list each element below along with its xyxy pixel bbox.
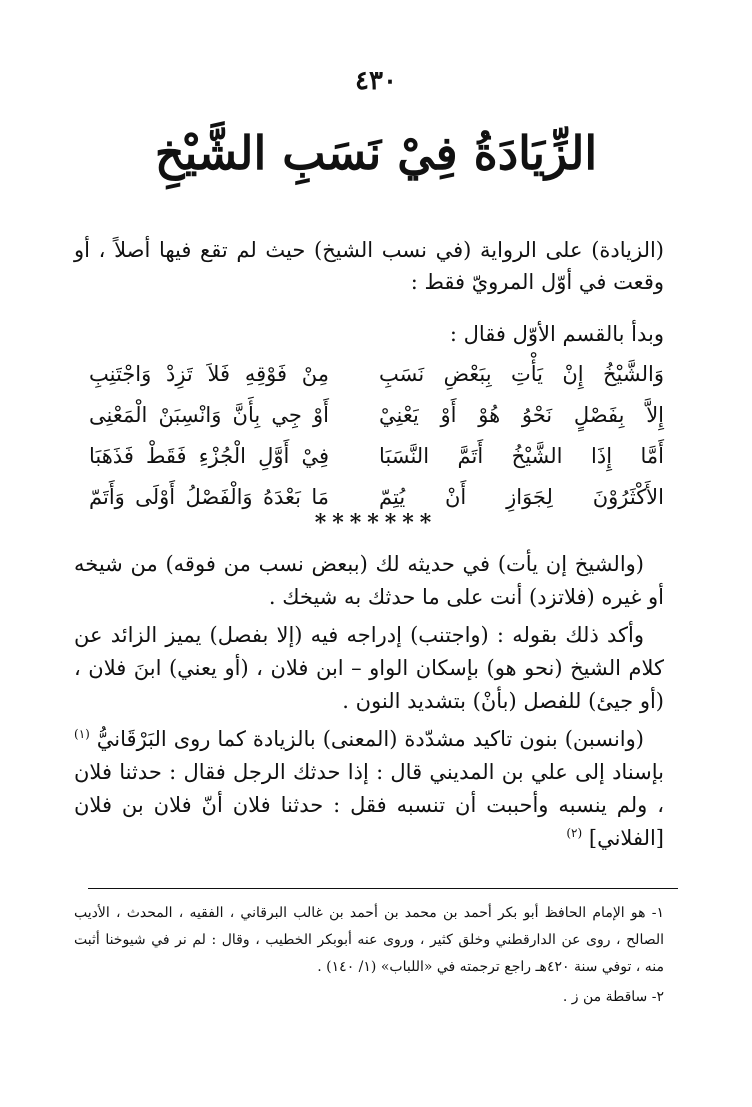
footnotes [74,900,664,1014]
commentary-text: (وانسبن) بنون تاكيد مشدّدة (المعنى) بالزيادة كما روى البَرْقَانيُّ [96,727,644,751]
section-separator: ******* [314,510,438,536]
footnote-marker: (١) [74,727,90,741]
verse-line [89,395,664,436]
verse-first-hemistich: وَالشَّيْخُ إِنْ يَأْتِ بِبَعْضِ نَسَبِ [379,362,664,386]
footnote: ١- هو الإمام الحافظ أبو بكر أحمد بن محمد بن أحمد بن غالب البرقاني ، الفقيه ، المحدث ، الأديب الصالح ، روى عن الدارقطني وخلق كثير ، وروى عنه أبوبكر الخطيب ، وقال : لم نر في شيوخنا أثبت منه ، توفي سنة ٤٢٠هـ راجع ترجمته في «اللباب» (١/ ١٤٠) . [74,905,665,975]
chapter-title: الزِّيَادَةُ فِيْ نَسَبِ الشَّيْخِ [154,126,598,180]
footnote-divider [88,888,678,889]
commentary-text: بإسناد إلى علي بن المديني قال : إذا حدثك الرجل فقال : حدثنا فلان ، ولم ينسبه وأحببت أن تنسبه فقل : حدثنا فلان أنّ فلان بن فلان [الفلاني] [74,760,664,850]
verse-first-hemistich: أَمَّا إِذَا الشَّيْخُ أَتَمَّ النَّسَبَا [379,444,664,468]
commentary-paragraph: (والشيخ إن يأت) في حديثه لك (ببعض نسب من فوقه) من شيخه أو غيره (فلاتزد) أنت على ما حدثك به شيخك . [74,552,664,609]
verse-first-hemistich: إِلاَّ بِفَصْلٍ نَحْوُ هُوْ أَوْ يَعْنِيْ [379,403,664,427]
poem-verses [89,354,664,518]
footnote: ٢- ساقطة من ز . [562,989,664,1005]
verse-second-hemistich: أَوْ جِي بِأَنَّ وَانْسِبَنْ الْمَعْنِى [89,403,329,427]
verse-second-hemistich: مَا بَعْدَهُ وَالْفَصْلُ أَوْلَى وَأَتَمّ [89,485,329,509]
intro-paragraph: (الزيادة) على الرواية (في نسب الشيخ) حيث لم تقع فيها أصلاً ، أو وقعت في أوّل المرويّ فقط : [74,238,664,294]
commentary-paragraph: وأكد ذلك بقوله : (واجتنب) إدراجه فيه (إلا بفصل) يميز الزائد عن كلام الشيخ (نحو هو) بإسكان الواو – ابن فلان ، (أو يعني) ابنَ فلان ، (أو جيئ) للفصل (بأنْ) بتشديد النون . [74,623,664,713]
intro-lead-in: وبدأ بالقسم الأوّل فقال : [449,322,664,346]
page-number: ٤٣٠ [355,66,397,96]
verse-line [89,436,664,477]
verse-second-hemistich: فِيْ أَوَّلِ الْجُزْءِ فَقَطْ فَذَهَبَا [89,444,329,468]
footnote-marker: (٢) [566,826,583,840]
commentary [74,548,664,860]
verse-first-hemistich: الأَكْثَرُوْنَ لِجَوَازِ أَنْ يُتِمّ [379,485,664,509]
commentary-paragraph [74,723,664,855]
verse-line [89,354,664,395]
verse-second-hemistich: مِنْ فَوْقِهِ فَلاَ تَزِدْ وَاجْتَنِبِ [89,362,329,386]
